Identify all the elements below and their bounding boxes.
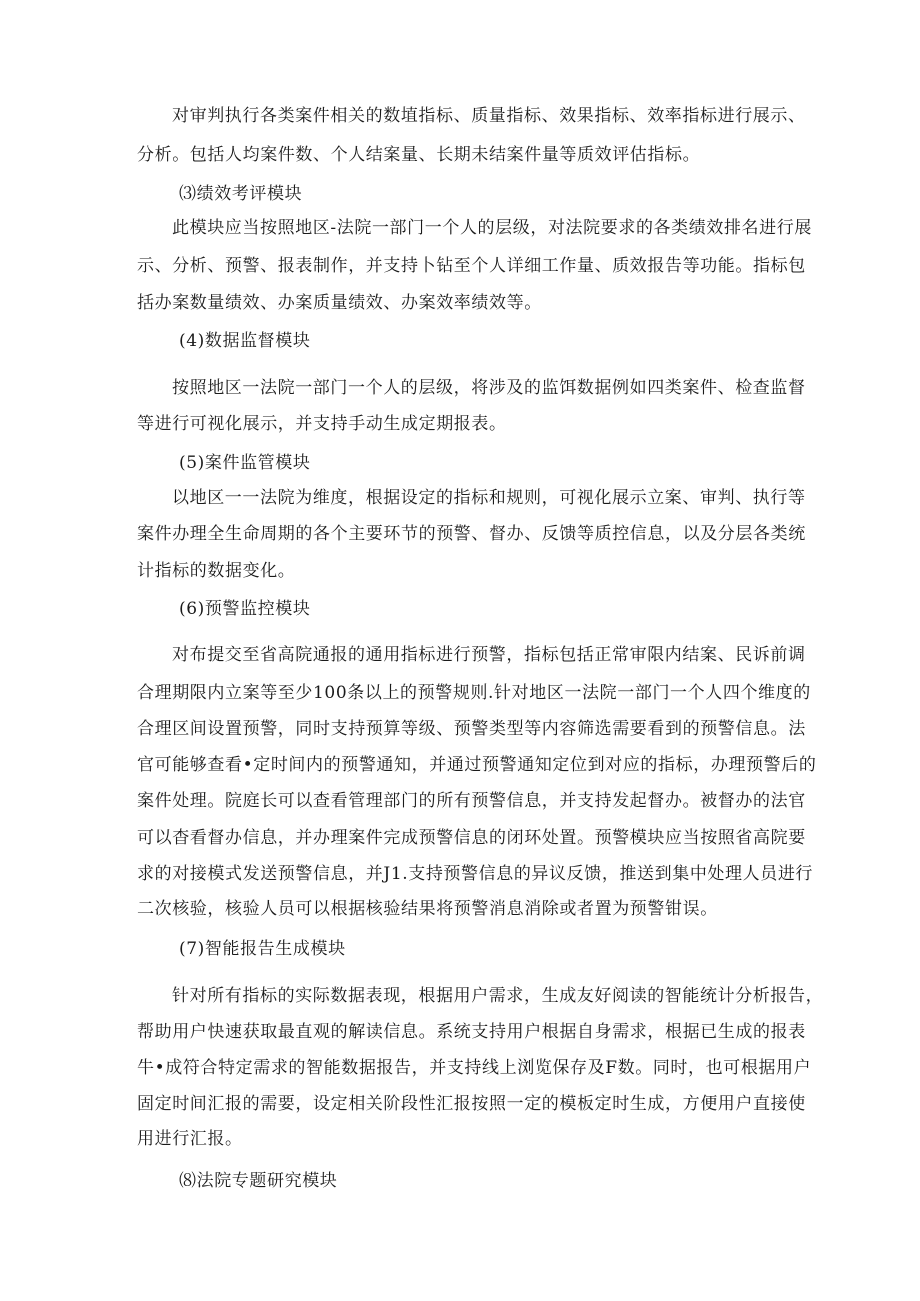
paragraph-line: 帮助用户快速获取最直观的解读信息。系统支持用户根据自身需求，根据已生成的报表 <box>137 1022 806 1042</box>
paragraph-line: 括办案数量绩效、办案质量绩效、办案效率绩效等。 <box>137 293 542 313</box>
section-heading: (4)数据监督模块 <box>179 331 311 351</box>
paragraph-line: 等进行可视化展示，并支持手动生成定期报表。 <box>137 414 507 434</box>
paragraph-line: 按照地区一法院一部门一个人的层级，将涉及的监饵数据例如四类案件、检查监督 <box>172 378 806 398</box>
section-heading: ⑻法院专题研究模块 <box>179 1171 338 1191</box>
paragraph-line: 此模块应当按照地区-法院一部门一个人的层级，对法院要求的各类绩效排名进行展 <box>172 218 812 238</box>
paragraph-line: 分析。包括人均案件数、个人结案量、长期未结案件量等质效评估指标。 <box>137 145 701 165</box>
section-heading: ⑶绩效考评模块 <box>179 184 303 204</box>
paragraph-line: 固定时间汇报的需要，设定相关阶段性汇报按照一定的模板定时生成，方便用户直接使 <box>137 1094 806 1114</box>
paragraph-line: 求的对接模式发送预警信息，并J1.支持预警信息的异议反馈，推送到集中处理人员进行 <box>137 864 814 884</box>
paragraph-line: 案件处理。院庭长可以查看管理部门的所有预警信息，并支持发起督办。被督办的法官 <box>137 791 806 811</box>
paragraph-line: 针对所有指标的实际数据表现，根据用户需求，生成友好阅读的智能统计分析报告， <box>172 986 824 1006</box>
paragraph-line: 官可能够查看•定时间内的预警通知，并通过预警通知定位到对应的指标，办理预警后的 <box>137 755 817 775</box>
paragraph-line: 合理区间设置预警，同时支持预算等级、预警类型等内容筛选需要看到的预警信息。法 <box>137 719 806 739</box>
paragraph-line: 合理期限内立案等至少100条以上的预警规则.针对地区一法院一部门一个人四个维度的 <box>137 683 811 703</box>
paragraph-line: 用进行汇报。 <box>137 1129 243 1149</box>
paragraph-line: 示、分析、预警、报表制作，并支持卜钻至个人详细工作量、质效报告等功能。指标包 <box>137 256 806 276</box>
section-heading: (6)预警监控模块 <box>179 599 311 619</box>
section-heading: (7)智能报告生成模块 <box>179 939 346 959</box>
paragraph-line: 二次核验，核验人员可以根据核验结果将预警消息消除或者置为预警钳误。 <box>137 899 718 919</box>
paragraph-line: 以地区一一法院为维度，根据设定的指标和规则，可视化展示立案、审判、执行等 <box>172 488 806 508</box>
section-heading: (5)案件监管模块 <box>179 453 311 473</box>
paragraph-line: 对审判执行各类案件相关的数埴指标、质量指标、效果指标、效率指标进行展示、 <box>172 106 806 126</box>
paragraph-line: 牛•成符合特定需求的智能数据报告，并支持线上浏览保存及F数。同时，也可根据用户 <box>137 1058 812 1078</box>
paragraph-line: 对布提交至省高院通报的通用指标进行预警，指标包括正常审限内结案、民诉前调 <box>172 645 806 665</box>
paragraph-line: 案件办理全生命周期的各个主要环节的预警、督办、反馈等质控信息，以及分层各类统 <box>137 524 806 544</box>
paragraph-line: 可以杳看督办信息，并办理案件完成预警信息的闭环处置。预警模块应当按照省高院要 <box>137 828 806 848</box>
paragraph-line: 计指标的数据变化。 <box>137 561 296 581</box>
